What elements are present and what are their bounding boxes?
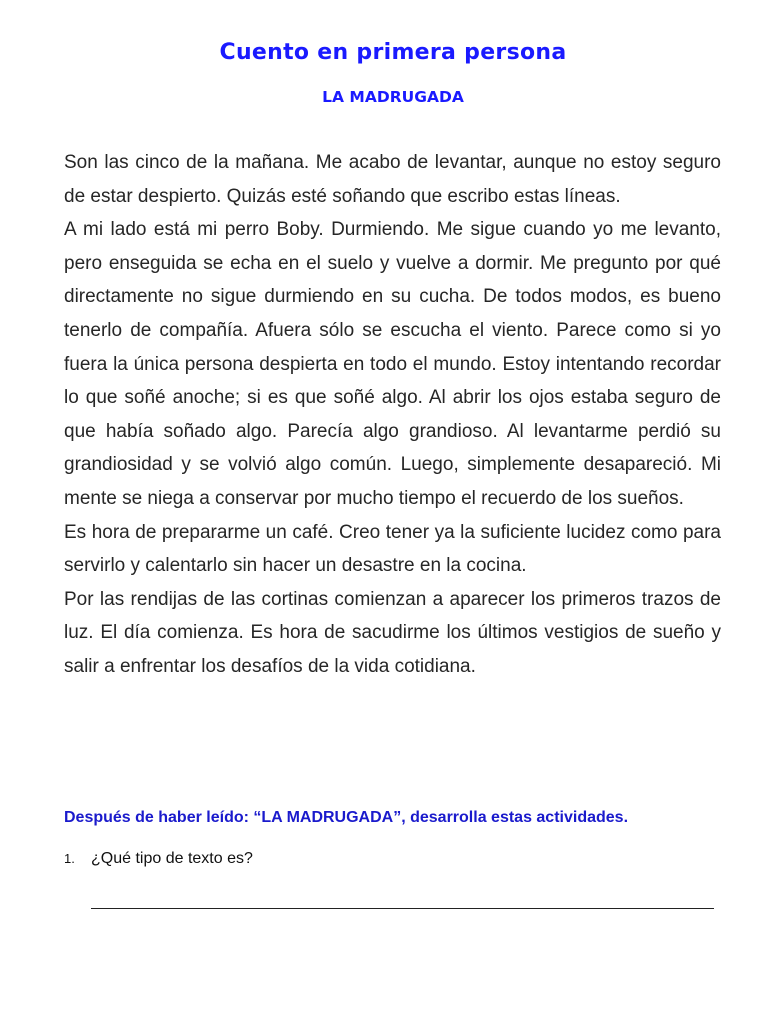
activity-instructions: Después de haber leído: “LA MADRUGADA”, desarrolla estas actividades. <box>64 809 629 826</box>
story-paragraph: Por las rendijas de las cortinas comienzan a aparecer los primeros trazos de luz. El día comienza. Es hora de sacudirme los últimos vestigios de sueño y salir a enfrentar los desafíos de la vida cotidiana. <box>64 588 721 677</box>
item-number: 1. <box>64 851 75 866</box>
answer-line[interactable] <box>91 908 714 909</box>
page-title: Cuento en primera persona <box>219 40 567 65</box>
list-item <box>64 850 724 868</box>
story-body <box>64 146 721 684</box>
story-paragraph: A mi lado está mi perro Boby. Durmiendo. Me sigue cuando yo me levanto, pero enseguida se echa en el suelo y vuelve a dormir. Me pregunto por qué directamente no sigue durmiendo en su cucha. De todos modos, es bueno tenerlo de compañía. Afuera sólo se escucha el viento. Parece como si yo fuera la única persona despierta en todo el mundo. Estoy intentando recordar lo que soñé anoche; si es que soñé algo. Al abrir los ojos estaba seguro de que había soñado algo. Parecía algo grandioso. Al levantarme perdió su grandiosidad y se volvió algo común. Luego, simplemente desapareció. Mi mente se niega a conservar por mucho tiempo el recuerdo de los sueños. <box>64 219 721 509</box>
activity-list <box>64 850 724 868</box>
story-paragraph: Son las cinco de la mañana. Me acabo de levantar, aunque no estoy seguro de estar despierto. Quizás esté soñando que escribo estas líneas. <box>64 152 721 207</box>
story-paragraph: Es hora de prepararme un café. Creo tener ya la suficiente lucidez como para servirlo y calentarlo sin hacer un desastre en la cocina. <box>64 521 721 577</box>
story-title: LA MADRUGADA <box>322 88 464 106</box>
question-text: ¿Qué tipo de texto es? <box>91 850 253 867</box>
